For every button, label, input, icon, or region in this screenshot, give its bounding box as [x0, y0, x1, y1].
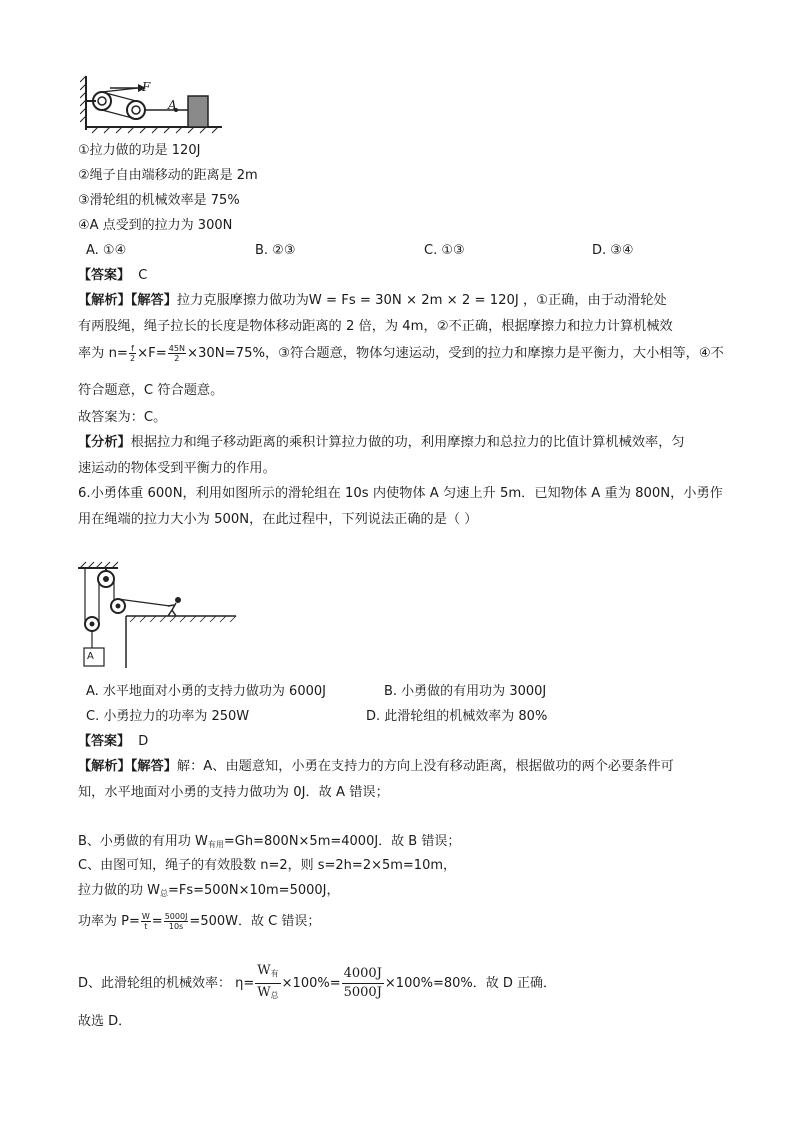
frac-den-main: W — [257, 985, 271, 1000]
statement-2: ②绳子自由端移动的距离是 2m — [78, 168, 258, 183]
q6-option-d: D. 此滑轮组的机械效率为 80% — [366, 709, 548, 724]
q5-analysis-line-1 — [78, 288, 667, 314]
q6-answer — [78, 733, 148, 751]
frac-den: 2 — [174, 353, 180, 363]
frac-den: 10s — [168, 922, 184, 931]
frac-num-main: W — [257, 963, 271, 978]
work-suffix: =Fs=500N×10m=5000J， — [168, 883, 340, 898]
q6-part-c-line-2 — [78, 882, 339, 903]
fraction-45n-over-2 — [168, 344, 186, 363]
q5-answer — [78, 267, 147, 285]
q5-option-b: B. ②③ — [255, 243, 296, 258]
frac-den-sub: 总 — [270, 991, 279, 1000]
frac-num: W — [141, 912, 150, 921]
part-b-prefix: B、小勇做的有用功 W — [78, 834, 208, 849]
frac-den: t — [144, 922, 148, 931]
efficiency-mid: ×100%= — [281, 976, 341, 991]
power-suffix: =500W．故 C 错误； — [189, 914, 321, 929]
q5-method-line-2: 速运动的物体受到平衡力的作用。 — [78, 461, 276, 476]
q6-option-b: B. 小勇做的有用功为 3000J — [384, 684, 547, 699]
q5-option-d: D. ③④ — [592, 243, 634, 258]
q6-part-b — [78, 833, 460, 854]
analysis-tag: 【解析】【解答】 — [78, 293, 177, 308]
q5-conclusion: 故答案为：C。 — [78, 410, 167, 425]
q6-final: 故选 D． — [78, 1014, 132, 1029]
part-b-subscript: 有用 — [207, 840, 224, 849]
frac-num — [255, 962, 280, 984]
efficiency-prefix: D、此滑轮组的机械效率： η= — [78, 976, 255, 991]
fraction-f-over-2 — [129, 344, 136, 363]
block-label-A: A — [87, 651, 94, 662]
fraction-5000j-over-10s — [164, 912, 189, 931]
frac-den: 2 — [129, 353, 136, 363]
q6-stem-line-1: 6.小勇体重 600N，利用如图所示的滑轮组在 10s 内使物体 A 匀速上升 5m．已知物体 A 重为 800N，小勇作 — [78, 486, 723, 501]
frac-den: 5000J — [343, 985, 382, 1000]
q5-analysis-line-2: 有两股绳，绳子拉长的长度是物体移动距离的 2 倍，为 4m，②不正确，根据摩擦力和拉力计算机械效 — [78, 319, 673, 334]
q6-analysis-line-1 — [78, 754, 674, 780]
answer-value: D — [138, 734, 149, 749]
q6-part-c-line-1: C、由图可知，绳子的有效股数 n=2，则 s=2h=2×5m=10m， — [78, 858, 457, 873]
method-text: 根据拉力和绳子移动距离的乘积计算拉力做的功，利用摩擦力和总拉力的比值计算机械效率，匀 — [130, 435, 685, 450]
frac-num-sub: 有 — [270, 969, 279, 978]
answer-tag: 【答案】 — [78, 734, 131, 749]
analysis-text: 解：A、由题意知，小勇在支持力的方向上没有移动距离，根据做功的两个必要条件可 — [176, 759, 674, 774]
q6-option-c: C. 小勇拉力的功率为 250W — [86, 709, 250, 724]
work-subscript: 总 — [160, 889, 168, 898]
point-label-A: A — [168, 98, 177, 112]
power-prefix: 功率为 P= — [78, 914, 140, 929]
eff-mid: ×F= — [137, 346, 167, 361]
q5-analysis-line-3 — [78, 341, 724, 367]
part-b-suffix: =Gh=800N×5m=4000J．故 B 错误； — [223, 834, 461, 849]
statement-1: ①拉力做的功是 120J — [78, 143, 201, 158]
answer-tag: 【答案】 — [78, 268, 131, 283]
frac-num: 45N — [168, 343, 185, 353]
pulley-figure-horizontal — [80, 74, 222, 134]
pulley-figure-vertical — [74, 560, 240, 670]
q6-part-c-line-3 — [78, 912, 320, 931]
answer-value: C — [138, 268, 148, 283]
fraction-w-useful-over-w-total — [255, 962, 280, 1005]
work-prefix: 拉力做的功 W — [78, 883, 160, 898]
q6-stem-line-2: 用在绳端的拉力大小为 500N，在此过程中，下列说法正确的是（ ） — [78, 512, 478, 527]
frac-num: f — [129, 344, 136, 354]
fraction-w-over-t — [141, 912, 151, 931]
eff-suffix: ×30N=75%，③符合题意，物体匀速运动，受到的拉力和摩擦力是平衡力，大小相等，④不 — [186, 346, 724, 361]
statement-4: ④A 点受到的拉力为 300N — [78, 218, 233, 233]
q6-analysis-line-2: 知，水平地面对小勇的支持力做功为 0J．故 A 错误； — [78, 785, 389, 800]
fraction-4000j-over-5000j — [342, 965, 384, 1002]
force-label-F: F — [142, 80, 151, 94]
analysis-tag: 【解析】【解答】 — [78, 759, 177, 774]
statement-3: ③滑轮组的机械效率是 75% — [78, 193, 240, 208]
q5-option-a: A. ①④ — [86, 243, 127, 258]
q6-option-a: A. 水平地面对小勇的支持力做功为 6000J — [86, 684, 326, 699]
power-eq: = — [151, 914, 163, 929]
frac-num: 4000J — [342, 965, 384, 984]
efficiency-suffix: ×100%=80%．故 D 正确． — [384, 976, 557, 991]
q5-method-line-1 — [78, 430, 685, 456]
q5-analysis-line-4: 符合题意，C 符合题意。 — [78, 383, 224, 398]
frac-num: 5000J — [164, 912, 188, 921]
frac-den — [255, 984, 280, 1005]
analysis-text: 拉力克服摩擦力做功为W = Fs = 30N × 2m × 2 = 120J ，①正确，由于动滑轮处 — [176, 293, 667, 308]
method-tag: 【分析】 — [78, 435, 131, 450]
q6-part-d — [78, 962, 556, 1005]
q5-option-c: C. ①③ — [424, 243, 465, 258]
eff-prefix: 率为 n= — [78, 346, 128, 361]
